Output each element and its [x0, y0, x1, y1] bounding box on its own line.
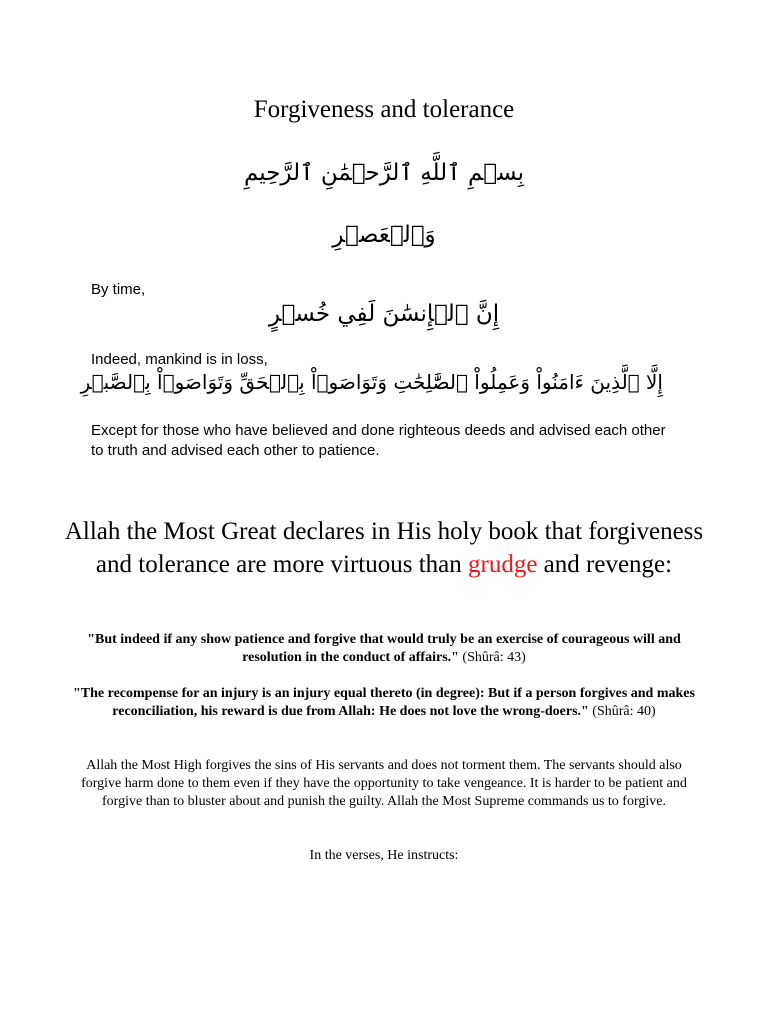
- heading-text-2: and revenge:: [543, 551, 673, 578]
- arabic-verse-2: إِنَّ ٱلۡإِنسَٰنَ لَفِي خُسۡرٍ: [268, 301, 500, 327]
- translation-2: Indeed, mankind is in loss,: [91, 351, 268, 368]
- arabic-verse-1: وَٱلۡعَصۡرِ: [332, 222, 436, 248]
- arabic-verse-3: إِلَّا ٱلَّذِينَ ءَامَنُواْ وَعَمِلُواْ ٱلصَّٰلِحَٰتِ وَتَوَاصَوۡاْ بِٱلۡحَقِّ وَتَوَاصَوۡاْ بِٱلصَّبۡرِ: [80, 370, 663, 394]
- arabic-basmala: بِسۡمِ ٱللَّهِ ٱلرَّحۡمَٰنِ ٱلرَّحِيمِ: [243, 160, 525, 186]
- body-paragraph: Allah the Most High forgives the sins of His servants and does not torment them. The servants should also forgive harm done to them even if they have the opportunity to take vengeance. It is harder to be patient and forgive than to bluster about and punish the guilty. Allah the Most Supreme commands us to forgive.: [81, 758, 687, 809]
- heading-highlight: grudge: [468, 551, 538, 578]
- closing-line: In the verses, He instructs:: [309, 848, 459, 863]
- quote-2-reference: (Shûrâ: 40): [592, 704, 656, 719]
- translation-3: Except for those who have believed and done righteous deeds and advised each other to truth and advised each other to patience.: [91, 422, 666, 459]
- quote-1-text: "But indeed if any show patience and forgive that would truly be an exercise of courageous will and resolution in the conduct of affairs.": [87, 632, 681, 665]
- translation-1: By time,: [91, 281, 146, 298]
- page-title: Forgiveness and tolerance: [253, 96, 515, 123]
- quote-1: [70, 631, 698, 667]
- quote-1-reference: (Shûrâ: 43): [462, 650, 526, 665]
- heading-text-1: Allah the Most Great declares in His holy book that forgiveness and tolerance are more virtuous than: [64, 518, 704, 578]
- quote-2: [70, 685, 698, 721]
- section-heading: [60, 515, 708, 581]
- quote-2-text: "The recompense for an injury is an injury equal thereto (in degree): But if a person forgives and makes reconciliation, his reward is due from Allah: He does not love the wrong-doers.": [73, 686, 695, 719]
